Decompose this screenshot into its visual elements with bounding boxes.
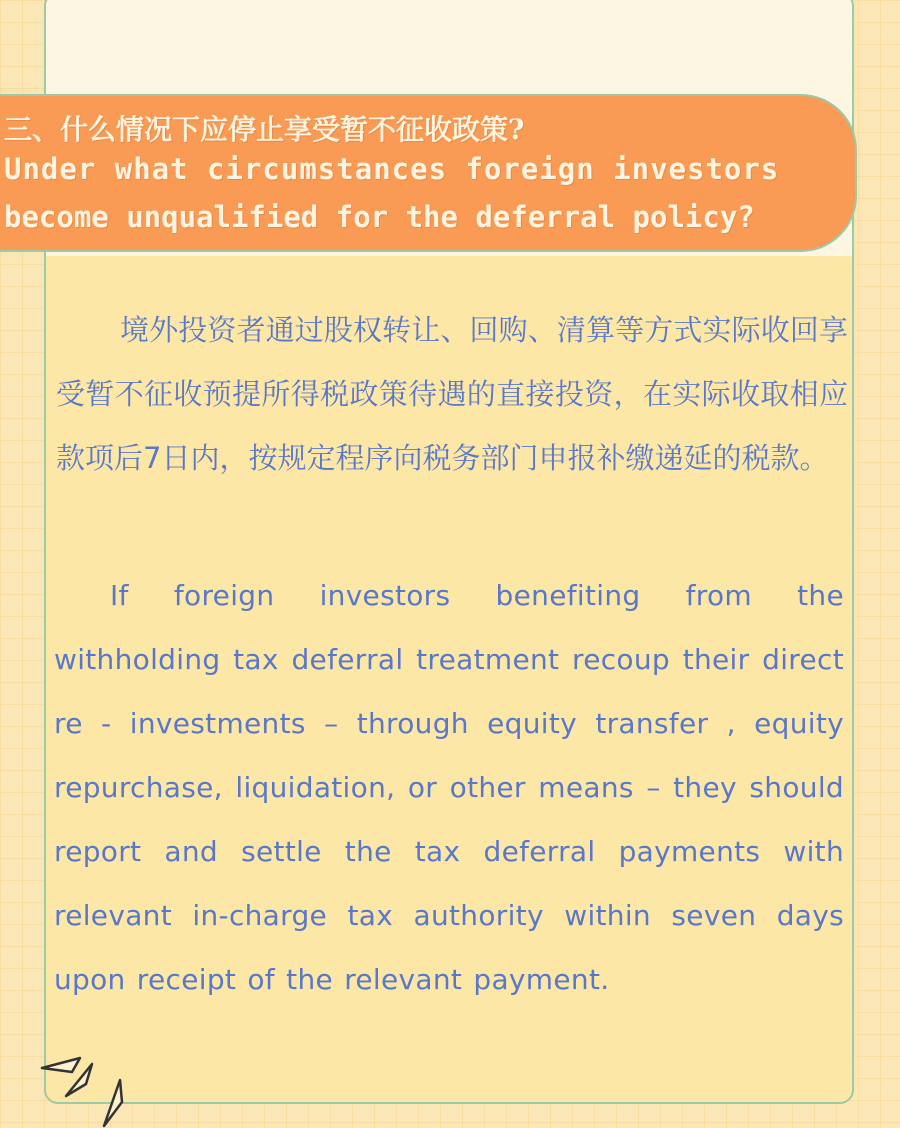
section-title-en-line1: Under what circumstances foreign investors xyxy=(4,152,780,186)
section-title-cn: 三、什么情况下应停止享受暂不征收政策? xyxy=(4,113,525,146)
body-paragraph-cn: 境外投资者通过股权转让、回购、清算等方式实际收回享受暂不征收预提所得税政策待遇的直接投资，在实际收取相应款项后7日内，按规定程序向税务部门申报补缴递延的税款。 xyxy=(56,313,848,475)
sparkle-lines-icon xyxy=(36,1050,136,1128)
body-paragraph-en: If foreign investors benefiting from the withholding tax deferral treatment recoup their direct re - investments – through equity transfer , equity repurchase, liquidation, or other means – they should report and settle the tax deferral payments with relevant in-charge tax authority within seven days upon receipt of the relevant payment. xyxy=(54,579,844,996)
section-title-banner xyxy=(0,94,857,252)
section-title-en-line2: become unqualified for the deferral policy? xyxy=(4,200,755,234)
